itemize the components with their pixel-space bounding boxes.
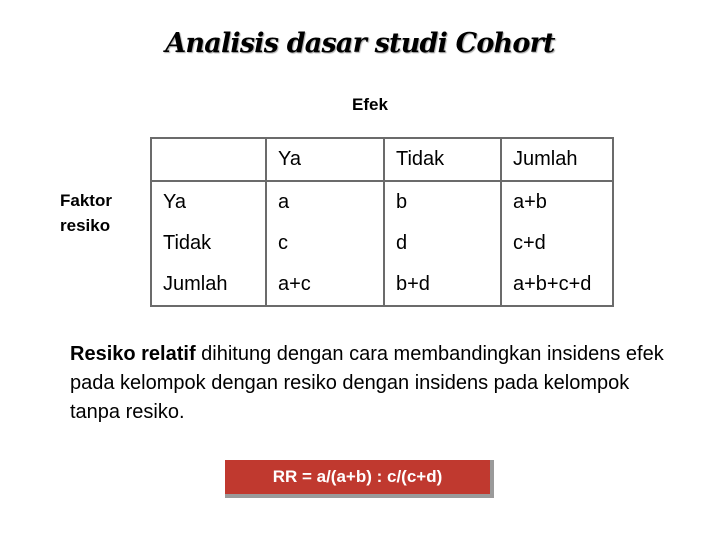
cohort-table xyxy=(150,137,614,307)
table-row-label: Ya xyxy=(151,181,266,223)
description-text: dihitung dengan cara membandingkan insidens efek pada kelompok dengan resiko dengan insidens pada kelompok tanpa resiko. xyxy=(70,343,664,423)
table-cell: a+b+c+d xyxy=(501,264,613,306)
table-cell: c+d xyxy=(501,223,613,264)
table-header-cell xyxy=(151,138,266,181)
table-header-cell: Tidak xyxy=(384,138,501,181)
table-cell: a+c xyxy=(266,264,384,306)
table-cell: b xyxy=(384,181,501,223)
table-row-label: Tidak xyxy=(151,223,266,264)
table-row xyxy=(151,264,613,306)
table-header-cell: Ya xyxy=(266,138,384,181)
row-group-label-line1: Faktor xyxy=(60,191,112,210)
table-cell: b+d xyxy=(384,264,501,306)
description-bold-term: Resiko relatif xyxy=(70,343,196,365)
page-title: Analisis dasar studi Cohort xyxy=(165,28,555,59)
table-cell: a+b xyxy=(501,181,613,223)
table-row xyxy=(151,181,613,223)
row-group-label xyxy=(60,188,112,238)
column-group-label: Efek xyxy=(352,95,388,114)
table-header-cell: Jumlah xyxy=(501,138,613,181)
table-row-label: Jumlah xyxy=(151,264,266,306)
formula-box: RR = a/(a+b) : c/(c+d) xyxy=(225,460,494,498)
table-header-row xyxy=(151,138,613,181)
table-cell: d xyxy=(384,223,501,264)
table-row xyxy=(151,223,613,264)
table-cell: c xyxy=(266,223,384,264)
description-paragraph xyxy=(70,340,670,427)
table-cell: a xyxy=(266,181,384,223)
row-group-label-line2: resiko xyxy=(60,216,111,235)
